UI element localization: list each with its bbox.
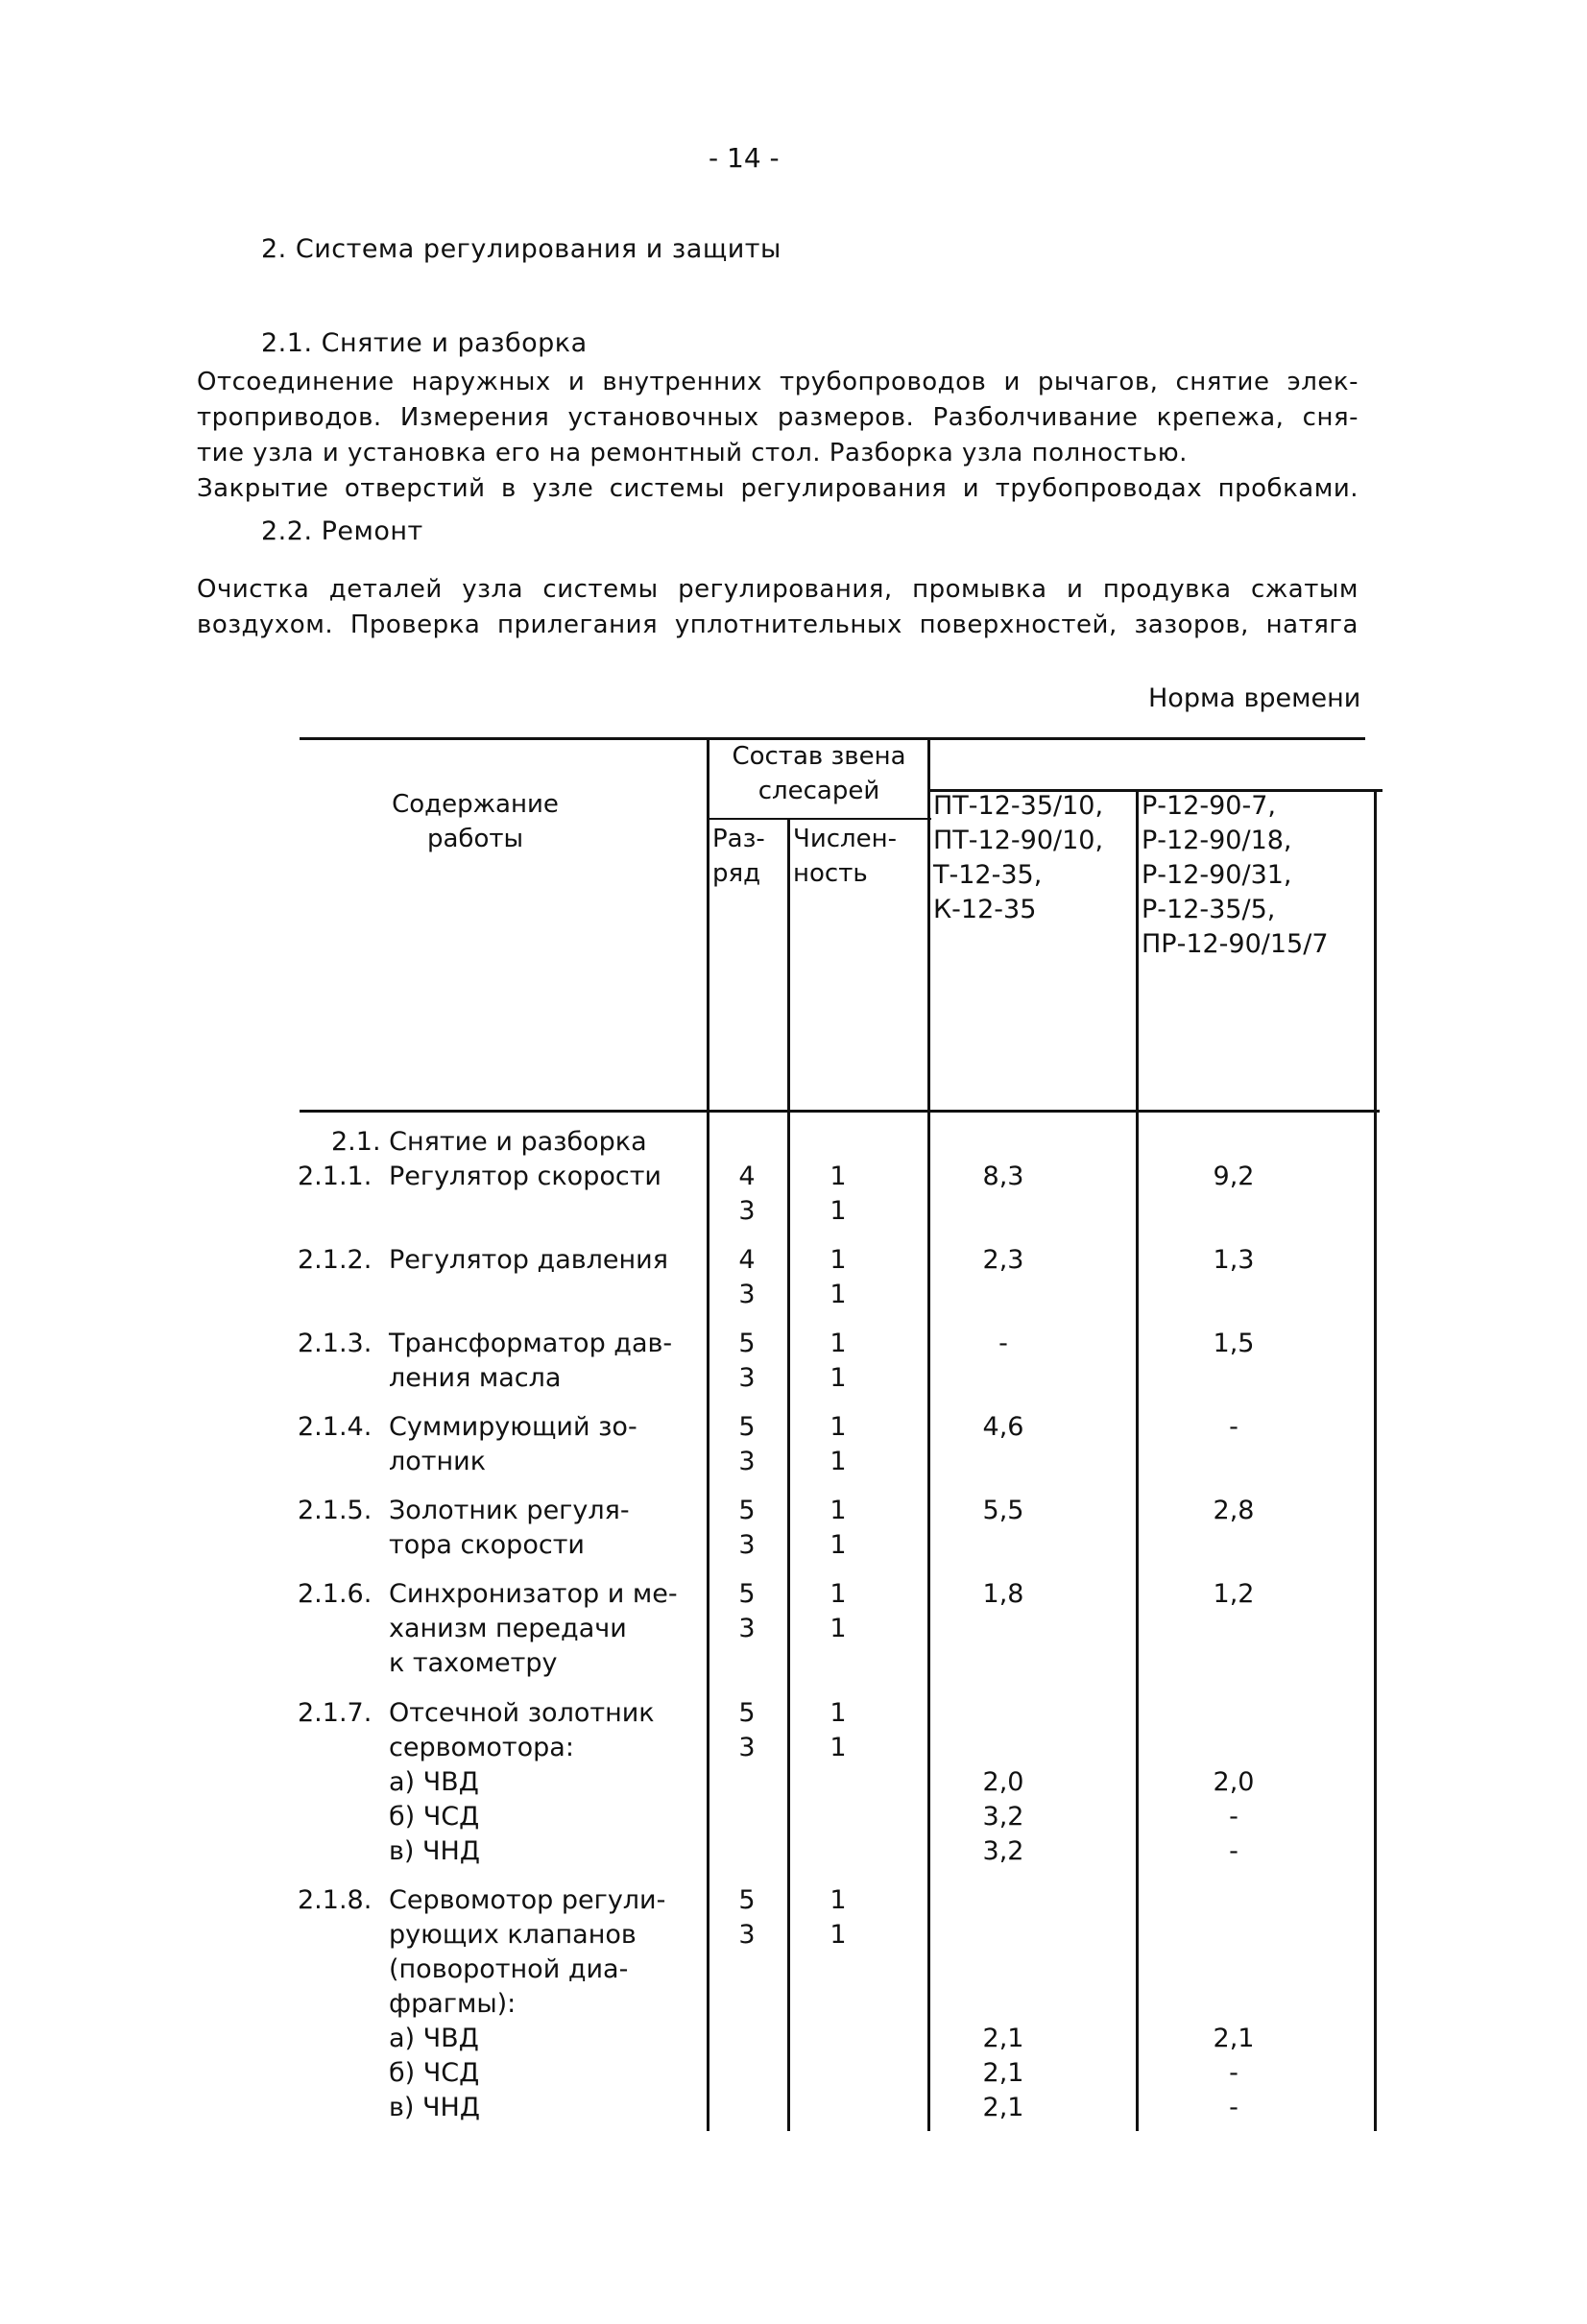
row-name-line: Сервомотор регули- — [389, 1885, 666, 1915]
row-norm-a: 1,8 — [982, 1579, 1024, 1609]
header-team: Состав звена слесарей — [732, 742, 906, 805]
row-grade: 5 — [738, 1496, 756, 1525]
row-norm-b: 1,2 — [1213, 1579, 1255, 1609]
team-header-rule — [709, 818, 931, 820]
row-code: 2.1.4. — [298, 1412, 373, 1442]
row-count: 1 — [830, 1614, 847, 1643]
subitem-norm-a: 2,1 — [982, 2058, 1024, 2088]
subsection-heading-2-1: 2.1. Снятие и разборка — [261, 328, 588, 358]
header-norm-a: ПТ-12-35/10, ПТ-12-90/10, Т-12-35, К-12-35 — [933, 791, 1104, 924]
row-grade: 5 — [738, 1579, 756, 1609]
row-grade: 3 — [738, 1280, 756, 1309]
header-content: Содержание работы — [392, 790, 559, 853]
subsection-heading-2-2: 2.2. Ремонт — [261, 516, 423, 546]
row-name-line: Регулятор давления — [389, 1245, 668, 1275]
paragraph-line: Закрытие отверстий в узле системы регулирования и трубопроводах пробками. — [197, 474, 1359, 503]
row-grade: 3 — [738, 1530, 756, 1560]
row-code: 2.1.8. — [298, 1885, 373, 1915]
subitem-norm-a: 3,2 — [982, 1836, 1024, 1866]
row-name-line: Суммирующий зо- — [389, 1412, 637, 1442]
col-divider-content — [707, 737, 709, 2131]
row-name-line: (поворотной диа- — [389, 1954, 629, 1984]
subitem-norm-b: 2,1 — [1213, 2024, 1255, 2053]
row-count: 1 — [830, 1885, 847, 1915]
row-name-line: Синхронизатор и ме- — [389, 1579, 678, 1609]
row-norm-b: - — [1229, 1412, 1238, 1442]
subitem-label: в) ЧНД — [389, 2093, 480, 2122]
row-name-line: к тахометру — [389, 1648, 558, 1678]
group-heading: 2.1. Снятие и разборка — [331, 1127, 647, 1157]
row-grade: 5 — [738, 1885, 756, 1915]
paragraph-line: тие узла и установка его на ремонтный стол. Разборка узла полностью. — [197, 439, 1188, 467]
row-grade: 4 — [738, 1245, 756, 1275]
row-count: 1 — [830, 1329, 847, 1358]
page-number: - 14 - — [709, 142, 780, 174]
row-name-line: рующих клапанов — [389, 1920, 637, 1950]
row-count: 1 — [830, 1412, 847, 1442]
row-name-line: Отсечной золотник — [389, 1698, 655, 1728]
row-count: 1 — [830, 1698, 847, 1728]
row-name-line: тора скорости — [389, 1530, 585, 1560]
row-name-line: лотник — [389, 1447, 487, 1476]
row-code: 2.1.6. — [298, 1579, 373, 1609]
row-name-line: фрагмы): — [389, 1989, 517, 2019]
row-grade: 5 — [738, 1698, 756, 1728]
header-count: Числен- ность — [793, 825, 898, 888]
subsection-text-2-1 — [197, 365, 1359, 507]
row-name-line: Трансформатор дав- — [389, 1329, 673, 1358]
subitem-norm-b: - — [1229, 2058, 1238, 2088]
row-count: 1 — [830, 1579, 847, 1609]
subitem-norm-b: 2,0 — [1213, 1767, 1255, 1797]
row-count: 1 — [830, 1530, 847, 1560]
subitem-norm-a: 2,1 — [982, 2024, 1024, 2053]
subitem-norm-b: - — [1229, 1836, 1238, 1866]
paragraph-line: Очистка деталей узла системы регулирования, промывка и продувка сжатым — [197, 575, 1359, 604]
row-grade: 5 — [738, 1412, 756, 1442]
subitem-label: а) ЧВД — [389, 1767, 479, 1797]
row-norm-a: - — [998, 1329, 1008, 1358]
subitem-label: б) ЧСД — [389, 1802, 480, 1832]
row-name-line: Регулятор скорости — [389, 1162, 661, 1191]
row-code: 2.1.5. — [298, 1496, 373, 1525]
row-name-line: ления масла — [389, 1363, 562, 1393]
row-count: 1 — [830, 1496, 847, 1525]
row-norm-b: 9,2 — [1213, 1162, 1255, 1191]
row-count: 1 — [830, 1363, 847, 1393]
subitem-label: б) ЧСД — [389, 2058, 480, 2088]
row-count: 1 — [830, 1920, 847, 1950]
row-norm-b: 1,3 — [1213, 1245, 1255, 1275]
paragraph-line: троприводов. Измерения установочных размеров. Разболчивание крепежа, сня- — [197, 403, 1359, 432]
row-grade: 3 — [738, 1363, 756, 1393]
row-grade: 3 — [738, 1196, 756, 1226]
row-count: 1 — [830, 1245, 847, 1275]
norm-label: Норма времени — [1148, 683, 1361, 713]
subitem-label: в) ЧНД — [389, 1836, 480, 1866]
row-code: 2.1.2. — [298, 1245, 373, 1275]
row-count: 1 — [830, 1733, 847, 1762]
header-bottom-rule — [300, 1110, 1380, 1113]
col-divider-right — [1374, 789, 1377, 2131]
row-code: 2.1.7. — [298, 1698, 373, 1728]
row-name-line: Золотник регуля- — [389, 1496, 630, 1525]
row-count: 1 — [830, 1280, 847, 1309]
paragraph-line: воздухом. Проверка прилегания уплотнительных поверхностей, зазоров, натяга — [197, 611, 1359, 639]
row-norm-a: 2,3 — [982, 1245, 1024, 1275]
row-grade: 5 — [738, 1329, 756, 1358]
subsection-text-2-2 — [197, 572, 1359, 643]
row-code: 2.1.1. — [298, 1162, 373, 1191]
row-grade: 3 — [738, 1447, 756, 1476]
subitem-norm-a: 2,1 — [982, 2093, 1024, 2122]
row-count: 1 — [830, 1447, 847, 1476]
row-code: 2.1.3. — [298, 1329, 373, 1358]
col-divider-norm-a — [1136, 789, 1139, 2131]
row-norm-b: 1,5 — [1213, 1329, 1255, 1358]
row-count: 1 — [830, 1196, 847, 1226]
subitem-norm-b: - — [1229, 2093, 1238, 2122]
row-grade: 4 — [738, 1162, 756, 1191]
header-norm-b: Р-12-90-7, Р-12-90/18, Р-12-90/31, Р-12-35/5, ПР-12-90/15/7 — [1142, 791, 1329, 959]
section-title: 2. Система регулирования и защиты — [261, 234, 781, 264]
paragraph-line: Отсоединение наружных и внутренних трубопроводов и рычагов, снятие элек- — [197, 368, 1359, 396]
row-name-line: ханизм передачи — [389, 1614, 627, 1643]
row-name-line: сервомотора: — [389, 1733, 574, 1762]
subitem-label: а) ЧВД — [389, 2024, 479, 2053]
row-grade: 3 — [738, 1733, 756, 1762]
row-norm-a: 8,3 — [982, 1162, 1024, 1191]
subitem-norm-a: 3,2 — [982, 1802, 1024, 1832]
col-divider-grade — [787, 818, 790, 2131]
subitem-norm-a: 2,0 — [982, 1767, 1024, 1797]
row-grade: 3 — [738, 1920, 756, 1950]
col-divider-count — [927, 737, 930, 2131]
subitem-norm-b: - — [1229, 1802, 1238, 1832]
row-norm-a: 4,6 — [982, 1412, 1024, 1442]
header-grade: Раз- ряд — [712, 825, 765, 888]
row-count: 1 — [830, 1162, 847, 1191]
row-grade: 3 — [738, 1614, 756, 1643]
row-norm-b: 2,8 — [1213, 1496, 1255, 1525]
row-norm-a: 5,5 — [982, 1496, 1024, 1525]
